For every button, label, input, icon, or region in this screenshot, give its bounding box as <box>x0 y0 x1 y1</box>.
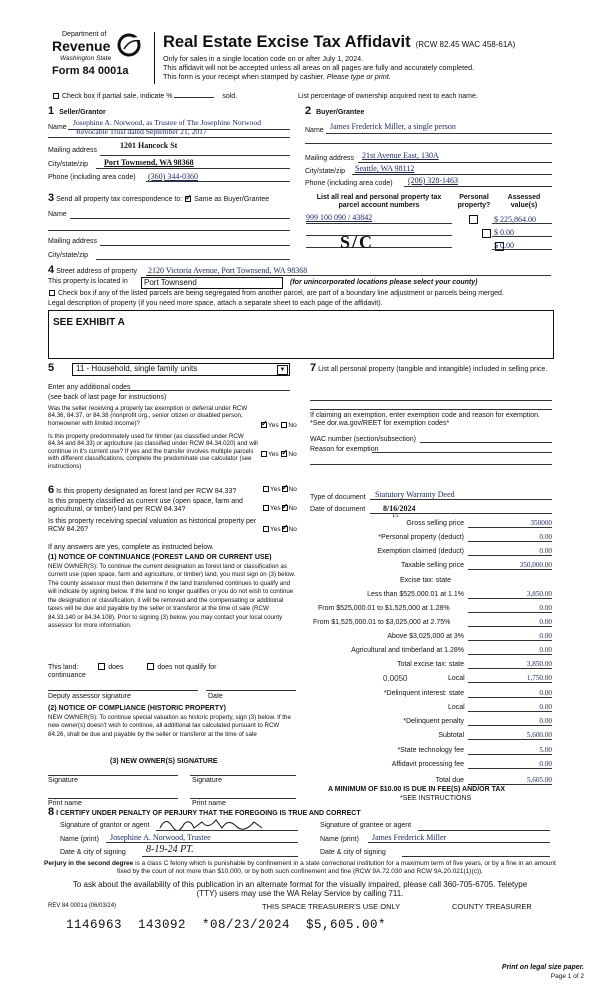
legal-description-label: Legal description of property (if you need more space, attach a separate sheet to each page of the affidavit). <box>48 300 383 307</box>
header-divider <box>154 32 155 84</box>
partial-sale-label: Check box if partial sale, indicate % <box>61 93 173 100</box>
alt-format-line1: To ask about the availability of this publication in an alternate format for the visually impaired, please call 360-705-6705. Teletype <box>72 880 528 889</box>
exemption-claimed-value[interactable]: 0.00 <box>539 547 552 555</box>
sec5-q2-no: No <box>288 451 297 458</box>
header-sub3-b: Please type or print. <box>326 72 391 81</box>
grantee-signature-label: Signature of grantee or agent <box>320 822 412 829</box>
corr-mailing-label: Mailing address <box>48 238 98 245</box>
tier2-value[interactable]: 0.00 <box>539 604 552 612</box>
doc-date-label: Date of document <box>310 506 366 513</box>
dropdown-arrow-icon[interactable]: ▼ <box>277 365 288 375</box>
local-label: Local <box>448 675 465 682</box>
partial-sale-row <box>52 93 237 101</box>
sec8-number: 8 <box>48 806 55 818</box>
tier4-value[interactable]: 0.00 <box>539 632 552 640</box>
tier1-label: Less than $525,000.01 at 1.1% <box>367 591 464 598</box>
notice2-title: (2) NOTICE OF COMPLIANCE (HISTORIC PROPERTY) <box>48 705 226 712</box>
personal-label: *Personal property (deduct) <box>378 534 464 541</box>
seller-city-label: City/state/zip <box>48 161 89 168</box>
property-located-label: This property is located in <box>48 278 128 285</box>
buyer-mailing-label: Mailing address <box>305 155 355 162</box>
form-title-text: Real Estate Excise Tax Affidavit <box>163 33 411 51</box>
land-does-label: does <box>108 664 124 671</box>
form-number: Form 84 0001a <box>52 65 129 77</box>
segregated-row <box>48 290 504 298</box>
buyer-phone-label: Phone (including area code) <box>305 180 393 187</box>
sec6-q1-no-checkbox[interactable] <box>282 486 288 492</box>
taxable-value[interactable]: 350,000.00 <box>519 561 552 569</box>
delinq-state-label: *Delinquent interest: state <box>383 690 464 697</box>
property-number: 4 <box>48 264 55 276</box>
sec6-q2-no-checkbox[interactable] <box>282 505 288 511</box>
sec6-q3-no: No <box>288 526 297 533</box>
grantor-signature-label: Signature of grantor or agent <box>60 822 150 829</box>
notice3-title: (3) NEW OWNER(S) SIGNATURE <box>110 758 218 765</box>
buyer-name-label: Name <box>305 127 324 134</box>
deputy-signature-label: Deputy assessor signature <box>48 693 131 700</box>
unincorporated-note <box>290 279 477 287</box>
assessed-value-2[interactable]: $ 0.00 <box>494 228 514 237</box>
property-address-value[interactable]: 2120 Victoria Avenue, Port Townsend, WA 98368 <box>148 266 308 275</box>
sec5-number: 5 <box>48 362 55 374</box>
sec6-q1-row <box>48 484 260 497</box>
buyer-city-label: City/state/zip <box>305 168 346 175</box>
header-sub3 <box>163 73 391 82</box>
sec6-q3-no-checkbox[interactable] <box>282 526 288 532</box>
sec5-q1-no: No <box>288 422 297 429</box>
personal-property-checkbox-2[interactable] <box>482 229 491 238</box>
taxable-label: Taxable selling price <box>400 562 464 569</box>
additional-codes-label: Enter any additional codes <box>48 384 131 391</box>
buyer-city-value[interactable]: Seattle, WA 98112 <box>355 164 415 173</box>
tier1-value[interactable]: 3,850.00 <box>526 590 552 598</box>
treasurer-use-label: THIS SPACE TREASURER'S USE ONLY <box>262 902 401 911</box>
seller-mailing-label: Mailing address <box>48 147 98 154</box>
sec7-text: List all personal property (tangible and intangible) included in selling price. <box>318 366 548 373</box>
ag-timber-value[interactable]: 0.00 <box>539 646 552 654</box>
grantee-name-value[interactable]: James Frederick Miller <box>372 833 447 842</box>
local-rate-value[interactable]: 0.0050 <box>383 674 408 683</box>
seller-heading <box>48 105 106 118</box>
use-code-value: 11 - Household, single family units <box>76 364 198 373</box>
sec6-question-2: Is this property classified as current use (open space, farm and agricultural, or timber) land per RCW 84.34? <box>48 498 243 514</box>
seller-name-label: Name <box>48 124 67 131</box>
revenue-swoosh-icon <box>116 33 142 57</box>
sec5-q1-yes: Yes <box>268 422 279 429</box>
sec6-q1-yes-checkbox[interactable] <box>263 486 269 492</box>
exemption-claimed-label: Exemption claimed (deduct) <box>377 548 464 555</box>
notice2-text: NEW OWNER(S): To continue special valuation as historic property, sign (3) below. If the new owner(s) doesn't wish to continue, all additional tax calculated pursuant to RCW 84.26, shall be due and payable by the seller or transferor at the time of sale <box>48 714 291 738</box>
sec6-q2-yes: Yes <box>270 505 281 512</box>
notice1-text: NEW OWNER(S): To continue the current designation as forest land or classification as current use (open space, farm and agriculture, or timber) land, you must sign on (3) below. The county assessor must then determine if the land transferred continues to qualify and will indicate by signing below. If the land no longer qualifies or you do not wish to continue the designation or classification, it will be removed and the compensating or additional taxes will be due and payable by the seller or transferor at the time of sale (RCW 84.33.140 or 84.34.108). Prior to signing (3) below, you may contact your local county assessor for more information. <box>48 563 296 629</box>
unincorporated-text: (for unincorporated locations please select your county) <box>290 279 478 286</box>
perjury-text: is a class C felony which is punishable by confinement in a state correctional institution for a maximum term of five years, or by a fine in an amount fixed by the court of not more than $10,000, or by both such confinement and fine (RCW 9A.72.030 and RCW 9A.20.021(1)(c)). <box>116 860 556 876</box>
sec5-question-1: Was the seller receiving a property tax exemption or deferral under RCW 84.36, 84.37, or 84.38 (nonprofit org., senior citizen or disabled person, homeowner with limited income)? <box>48 405 248 427</box>
property-address-label: Street address of property <box>56 268 138 275</box>
notice1-title: (1) NOTICE OF CONTINUANCE (FOREST LAND OR CURRENT USE) <box>48 554 272 561</box>
segregated-label: Check box if any of the listed parcels are being segregated from another parcel, are part of a boundary line adjustment or parcels being merged. <box>57 290 504 297</box>
gross-value[interactable]: 350000 <box>530 519 552 527</box>
sec7-row <box>310 362 554 375</box>
corr-name-label: Name <box>48 211 67 218</box>
use-code-select[interactable] <box>72 363 290 376</box>
legal-description-box[interactable] <box>48 310 554 359</box>
sec6-q3-answers <box>262 526 297 534</box>
subtotal-label: Subtotal <box>438 732 464 739</box>
sec6-q2-answers <box>262 505 297 513</box>
sec7-number: 7 <box>310 362 317 374</box>
perjury-bold: Perjury in the second degree <box>44 860 134 867</box>
sec5-q2-no-checkbox[interactable] <box>281 451 287 457</box>
techfee-value[interactable]: 5.00 <box>539 746 552 754</box>
total-due-value[interactable]: 5,605.00 <box>526 776 552 784</box>
parcel-col-header-3: Assessed value(s) <box>507 194 541 210</box>
wac-label: WAC number (section/subsection) <box>310 436 416 443</box>
revision-code: REV 84 0001a (06/03/24) <box>48 903 117 909</box>
segregated-checkbox[interactable] <box>49 290 55 296</box>
deputy-date-label: Date <box>208 693 223 700</box>
county-treasurer-label: COUNTY TREASURER <box>452 902 532 911</box>
sec6-if-yes: If any answers are yes, complete as instructed below. <box>48 544 214 551</box>
doc-type-value[interactable]: Statutory Warranty Deed <box>375 490 455 499</box>
seller-city-value[interactable]: Port Townsend, WA 98368 <box>104 158 194 167</box>
sec5-q1-answers <box>260 422 297 430</box>
sec5-q1-yes-checkbox[interactable] <box>261 422 267 428</box>
legal-paper-note: Print on legal size paper. <box>501 964 584 971</box>
form-title <box>163 33 515 53</box>
delinq-local-value[interactable]: 0.00 <box>539 703 552 711</box>
same-as-buyer-label: Same as Buyer/Grantee <box>194 196 270 203</box>
assessed-value-3[interactable]: $ 0.00 <box>494 241 514 250</box>
reason-label: Reason for exemption <box>310 446 379 453</box>
grantee-date-label: Date & city of signing <box>320 849 386 856</box>
delinq-state-value[interactable]: 0.00 <box>539 689 552 697</box>
seller-number: 1 <box>48 105 55 117</box>
seller-name-line2[interactable]: Revocable Trust dated September 21, 2017 <box>76 127 207 136</box>
penalty-value[interactable]: 0.00 <box>539 717 552 725</box>
doc-date-value[interactable]: 8/16/2024 <box>383 504 416 513</box>
this-land-row <box>48 663 217 672</box>
procfee-value[interactable]: 0.00 <box>539 760 552 768</box>
sc-stamp: S/C <box>340 232 375 252</box>
sec6-q1-yes: Yes <box>270 486 281 493</box>
owner-signature-label-1: Signature <box>48 777 78 784</box>
sec6-q3-yes-checkbox[interactable] <box>263 526 269 532</box>
sec5-q2-yes: Yes <box>268 451 279 458</box>
total-state-label: Total excise tax: state <box>397 661 464 668</box>
this-land-label: This land: <box>48 664 79 671</box>
legal-description-value: SEE EXHIBIT A <box>53 317 125 328</box>
buyer-heading <box>305 105 364 118</box>
tier3-value[interactable]: 0.00 <box>539 618 552 626</box>
header-sub1: Only for sales in a single location code on or after July 1, 2024. <box>163 54 364 63</box>
buyer-phone-value[interactable]: (206) 328-1463 <box>408 176 458 185</box>
minimum-due-note: A MINIMUM OF $10.00 IS DUE IN FEE(S) AND/OR TAX <box>328 786 506 793</box>
exemption-note: If claiming an exemption, enter exemption code and reason for exemption. *See dor.wa.gov/REET for exemption codes* <box>310 412 540 428</box>
sec5-q2-yes-checkbox[interactable] <box>261 451 267 457</box>
form-rcw: (RCW 82.45 WAC 458-61A) <box>415 40 516 49</box>
same-as-buyer-checkbox[interactable] <box>185 196 191 202</box>
penalty-label: *Delinquent penalty <box>403 718 464 725</box>
parcel-col-header-2: Personal property? <box>457 194 491 210</box>
parcel-col-header-1: List all real and personal property tax parcel account numbers <box>316 194 442 210</box>
see-instructions-note: *SEE INSTRUCTIONS <box>400 795 472 802</box>
total-due-label: Total due <box>435 777 464 784</box>
excise-state-label: Excise tax: state <box>400 577 451 584</box>
sec6-q1-answers <box>262 486 297 494</box>
page-number: Page 1 of 2 <box>550 973 584 980</box>
sec6-q3-yes: Yes <box>270 526 281 533</box>
sec6-number: 6 <box>48 484 55 496</box>
dept-line1: Department of <box>62 31 107 38</box>
land-does-checkbox[interactable] <box>98 663 105 670</box>
correspondence-number: 3 <box>48 192 55 204</box>
gross-label: Gross selling price <box>406 520 464 527</box>
grantor-name-label: Name (print) <box>60 836 99 843</box>
parcel-number-1[interactable]: 999 100 090 / 43842 <box>306 213 373 222</box>
seller-title: Seller/Grantor <box>59 109 106 116</box>
tier4-label: Above $3,025,000 at 3% <box>387 633 464 640</box>
personal-value[interactable]: 0.00 <box>539 533 552 541</box>
sec5-q2-answers <box>260 451 297 459</box>
assessed-value-1[interactable]: $ 225,864.00 <box>494 215 536 224</box>
seller-mailing-value[interactable]: 1201 Hancock St <box>120 141 178 150</box>
buyer-mailing-value[interactable]: 21st Avenue East, 130A <box>362 151 439 160</box>
see-list-note: (see back of last page for instructions) <box>48 394 167 401</box>
list-percentage-note: List percentage of ownership acquired next to each name. <box>298 93 478 100</box>
owner-print-label-1: Print name <box>48 800 82 807</box>
buyer-title: Buyer/Grantee <box>316 109 365 116</box>
doc-type-label: Type of document <box>310 494 366 501</box>
owner-print-label-2: Print name <box>192 800 226 807</box>
certify-statement: I CERTIFY UNDER PENALTY OF PERJURY THAT THE FOREGOING IS TRUE AND CORRECT <box>56 810 361 817</box>
sec6-q2-no: No <box>288 505 297 512</box>
land-does-not-label: does not qualify for <box>157 664 217 671</box>
partial-sale-checkbox[interactable] <box>53 93 59 99</box>
header-sub2: This affidavit will not be accepted unless all areas on all pages are fully and accurately completed. <box>163 63 475 72</box>
grantor-date-value[interactable]: 8-19-24 PT. <box>146 844 194 855</box>
partial-sold-label: sold. <box>222 93 238 100</box>
corr-city-label: City/state/zip <box>48 252 89 259</box>
tier2-label: From $525,000.01 to $1,525,000 at 1.28% <box>318 605 450 612</box>
grantor-name-value[interactable]: Josephine A. Norwood, Trustee <box>110 833 211 842</box>
seller-phone-label: Phone (including area code) <box>48 174 136 181</box>
dept-line3: Washington State <box>60 55 112 62</box>
local-value[interactable]: 1,750.00 <box>526 674 552 682</box>
total-state-value[interactable]: 3,850.00 <box>526 660 552 668</box>
alt-format-line2: (TTY) users may use the WA Relay Service by calling 711. <box>196 889 404 898</box>
grantor-date-label: Date & city of signing <box>60 849 126 856</box>
sec6-question-1: Is this property designated as forest land per RCW 84.33? <box>56 488 237 495</box>
land-does-not-checkbox[interactable] <box>147 663 154 670</box>
correspondence-text: Send all property tax correspondence to: <box>56 196 183 203</box>
header-sub3-a: This form is your receipt when stamped by cashier. <box>163 72 327 81</box>
tier3-label: From $1,525,000.01 to $3,025,000 at 2.75% <box>313 619 451 626</box>
cashier-stamp: 1146963 143092 *08/23/2024 $5,605.00* <box>66 918 387 932</box>
doc-date-correction: 15 <box>392 512 399 519</box>
seller-phone-value[interactable]: (360) 344-0360 <box>148 172 198 181</box>
subtotal-value[interactable]: 5,600.00 <box>526 731 552 739</box>
grantee-name-label: Name (print) <box>320 836 359 843</box>
ag-timber-label: Agricultural and timberland at 1.28% <box>351 647 464 654</box>
correspondence-heading <box>48 192 269 205</box>
owner-signature-label-2: Signature <box>192 777 222 784</box>
sec6-q1-no: No <box>288 486 297 493</box>
sec6-q2-yes-checkbox[interactable] <box>263 505 269 511</box>
procfee-label: Affidavit processing fee <box>391 761 464 768</box>
techfee-label: *State technology fee <box>397 747 464 754</box>
dept-logo <box>52 31 144 81</box>
property-located-select[interactable] <box>141 277 283 289</box>
sec6-question-3: Is this property receiving special valuation as historical property per RCW 84.26? <box>48 518 257 534</box>
property-located-value: Port Townsend <box>144 278 197 287</box>
dept-line2: Revenue <box>52 38 111 54</box>
continuance-label: continuance <box>48 672 86 679</box>
buyer-number: 2 <box>305 105 312 117</box>
buyer-name-value[interactable]: James Frederick Miller, a single person <box>330 122 456 131</box>
property-address-row <box>48 264 137 277</box>
delinq-local-label: Local <box>448 704 465 711</box>
sec5-q1-no-checkbox[interactable] <box>281 422 287 428</box>
personal-property-checkbox-1[interactable] <box>469 215 478 224</box>
sec5-question-2: Is this property predominately used for timber (as classified under RCW 84.34 and 84.33) or agriculture (as classified under RCW 84.34.020) and will continue in it's current use? If yes and the transfer involves multiple parcels with different classifications, complete the predominate use calculator (see instructions) <box>48 433 258 470</box>
perjury-notice <box>40 860 560 876</box>
seller-name-line1[interactable]: Josephine A. Norwood, as Trustee of The Josephine Norwood <box>73 118 262 127</box>
